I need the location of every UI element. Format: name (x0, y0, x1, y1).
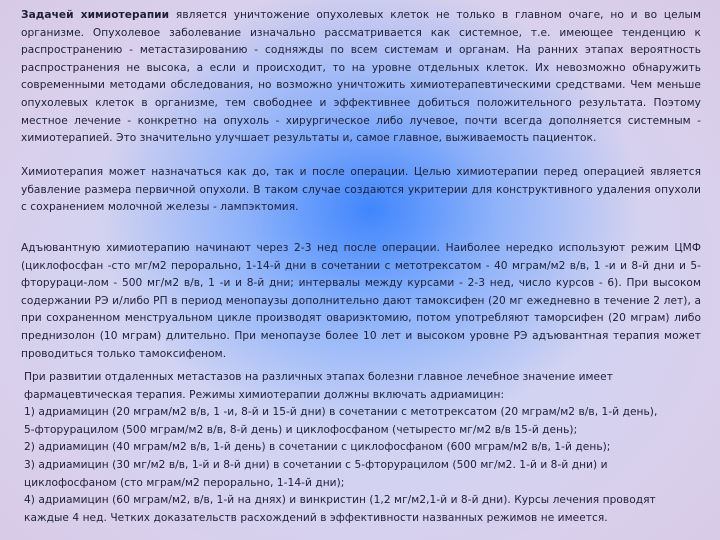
paragraph-lead-term: Задачей химиотерапии (21, 9, 170, 21)
paragraph-chemotherapy-timing: Химиотерапия может назначаться как до, так и после операции. Целью химиотерапии перед операцией является убавление размера первичной опухоли. В таком случае создаются укритерии для конструктивного удаления опухоли с сохранением молочной железы - лампэктомия. (21, 166, 701, 214)
regimen-line: циклофосфаном (сто мграм/м2 перорально, 1-14-й дни); (24, 476, 345, 489)
regimen-line: 4) адриамицин (60 мграм/м2, в/в, 1-й на днях) и винкристин (1,2 мг/м2,1-й и 8-й дни). Курсы лечения проводят (24, 494, 656, 507)
regimen-line: 2) адриамицин (40 мграм/м2 в/в, 1-й день) в сочетании с циклофосфаном (600 мграм/м2 в/в, 1-й день); (24, 441, 611, 454)
regimen-line: 1) адриамицин (20 мграм/м2 в/в, 1 -и, 8-й и 15-й дни) в сочетании с метотрексатом (20 мграм/м2 в/в, 1-й день), (24, 406, 658, 419)
paragraph-chemotherapy-goal (21, 7, 701, 148)
paragraph-adjuvant-therapy: Адъювантную химиотерапию начинают через 2-3 нед после операции. Наиболее нередко используют режим ЦМФ (циклофосфан -сто мг/м2 перорально, 1-14-й дни в сочетании с метотрексатом - 40 мграм/м2 в/в, 1 -и и 8-й дни и 5-фторураци-лом - 500 мг/м2 в/в, 1 -и и 8-й дни; интервалы между курсами - 2-3 нед, число курсов - 6). При высоком содержании РЭ и/либо РП в период менопаузы дополнительно дают тамоксифен (20 мг ежедневно в течение 2 лет), а при сохраненном менструальном цикле производят овариэктомию, потом употребляют таморсифен (20 мграм) либо преднизолон (10 мграм) длительно. При менопаузе более 10 лет и высоком уровне РЭ адъювантная терапия может проводиться только тамоксифеном. (21, 242, 701, 360)
paragraph-metastases-regimens (24, 369, 700, 527)
regimen-line: каждые 4 нед. Четких доказательств расхождений в эффективности названных режимов не имеется. (24, 511, 608, 524)
regimen-line: 5-фторурацилом (500 мграм/м2 в/в, 8-й день) и циклофосфаном (четыресто мг/м2 в/в 15-й день); (24, 423, 578, 436)
regimen-line: 3) адриамицин (30 мг/м2 в/в, 1-й и 8-й дни) в сочетании с 5-фторурацилом (500 мг/м2. 1-й и 8-й дни) и (24, 458, 608, 471)
paragraph-body: является уничтожение опухолевых клеток не только в главном очаге, но и во целым организме. Опухолевое заболевание изначально рассматривается как системное, т.е. имеющее тенденцию к распространению - метастазированию - содняжды по всем системам и органам. На ранних этапах вероятность распространения не высока, а если и происходит, то на уровне отдельных клеток. Их невозможно обнаружить современными методами обследования, но возможно уничтожить химиотерапевтическими средствами. Чем меньше опухолевых клеток в организме, тем свободнее и эффективнее добиться положительного результата. Поэтому местное лечение - конкретно на опухоль - хирургическое либо лучевое, почти всегда дополняется системным - химиотерапией. Это значительно улучшает результаты и, самое главное, выживаемость пациенток. (21, 9, 701, 145)
regimen-line: фармацевтическая терапия. Режимы химиотерапии должны включать адриамицин: (24, 388, 505, 401)
regimen-line: При развитии отдаленных метастазов на различных этапах болезни главное лечебное значение имеет (24, 371, 613, 383)
